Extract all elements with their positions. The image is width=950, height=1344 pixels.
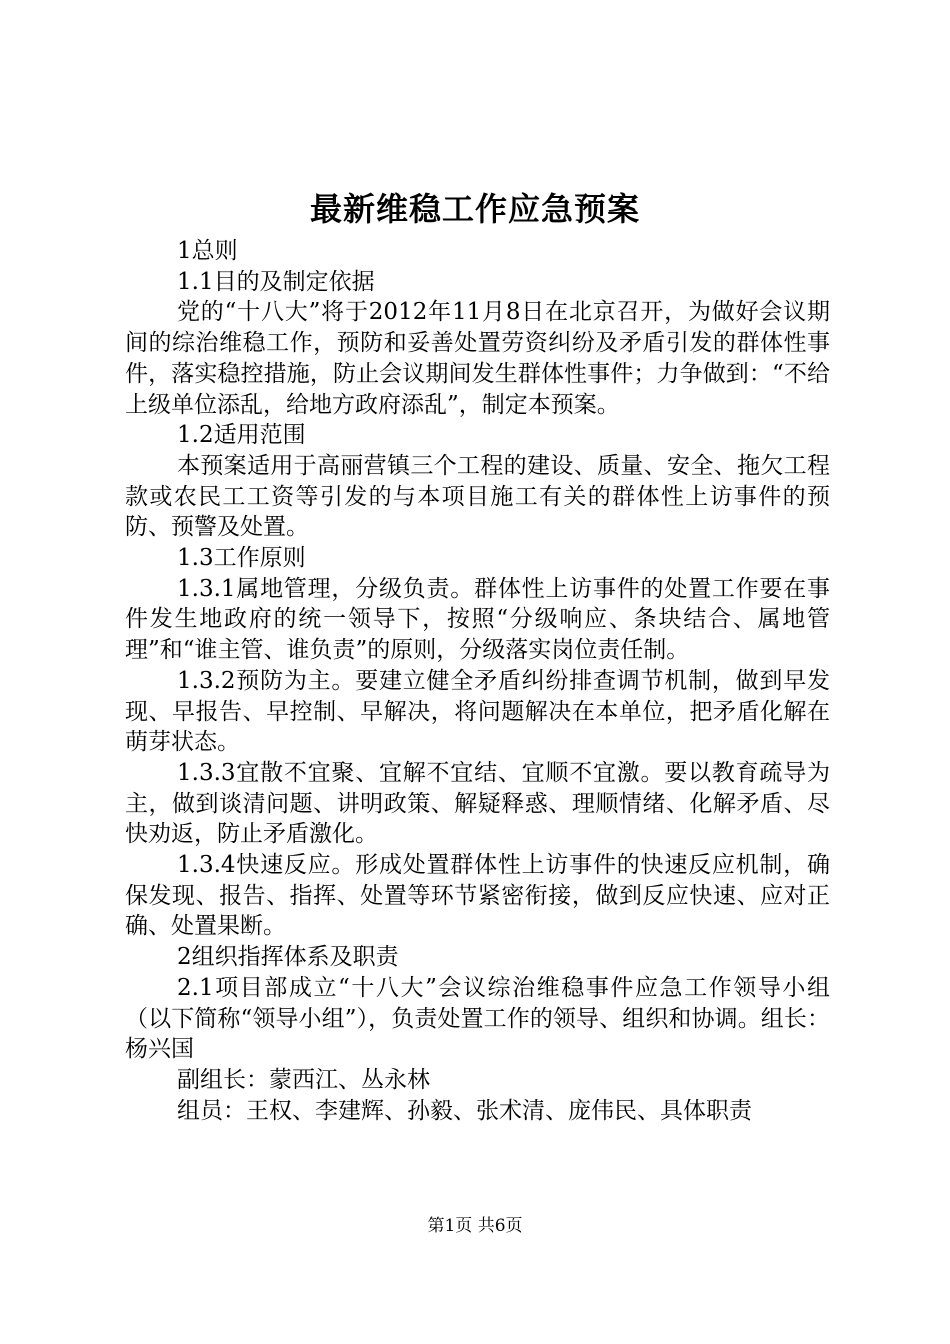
paragraph-deputy-leaders: 副组长：蒙西江、丛永林 <box>177 1066 430 1093</box>
paragraph-principle-3: 1.3.3宜散不宜聚、宜解不宜结、宜顺不宜激。要以教育疏导为主，做到谈清问题、讲明政策、解疑释惑、理顺情绪、化解矛盾、尽快劝返，防止矛盾激化。 <box>125 759 830 848</box>
section-heading-scope: 1.2适用范围 <box>177 422 306 449</box>
paragraph-principle-1: 1.3.1属地管理，分级负责。群体性上访事件的处置工作要在事件发生地政府的统一领导下，按照“分级响应、条块结合、属地管理”和“谁主管、谁负责”的原则，分级落实岗位责任制。 <box>125 575 830 664</box>
document-body <box>125 236 830 1126</box>
paragraph-scope: 本预案适用于高丽营镇三个工程的建设、质量、安全、拖欠工程款或农民工工资等引发的与本项目施工有关的群体性上访事件的预防、预警及处置。 <box>125 452 830 541</box>
paragraph-purpose: 党的“十八大”将于2012年11月8日在北京召开，为做好会议期间的综治维稳工作，预防和妥善处置劳资纠纷及矛盾引发的群体性事件，落实稳控措施，防止会议期间发生群体性事件；力争做到：“不给上级单位添乱，给地方政府添乱”，制定本预案。 <box>125 299 830 418</box>
page-footer: 第1页 共6页 <box>427 1216 523 1236</box>
paragraph-members: 组员：王权、李建辉、孙毅、张术清、庞伟民、具体职责 <box>177 1097 752 1124</box>
document-title: 最新维稳工作应急预案 <box>309 190 640 228</box>
paragraph-principle-2: 1.3.2预防为主。要建立健全矛盾纠纷排查调节机制，做到早发现、早报告、早控制、早解决，将问题解决在本单位，把矛盾化解在萌芽状态。 <box>125 667 830 756</box>
paragraph-leading-group: 2.1项目部成立“十八大”会议综治维稳事件应急工作领导小组（以下简称“领导小组”），负责处置工作的领导、组织和协调。组长：杨兴国 <box>125 974 830 1063</box>
paragraph-principle-4: 1.3.4快速反应。形成处置群体性上访事件的快速反应机制，确保发现、报告、指挥、处置等环节紧密衔接，做到反应快速、应对正确、处置果断。 <box>125 852 830 940</box>
section-heading-organization: 2组织指挥体系及职责 <box>177 944 399 971</box>
section-heading-general: 1总则 <box>177 238 238 264</box>
section-heading-purpose: 1.1目的及制定依据 <box>177 268 375 295</box>
section-heading-principles: 1.3工作原则 <box>177 545 306 572</box>
